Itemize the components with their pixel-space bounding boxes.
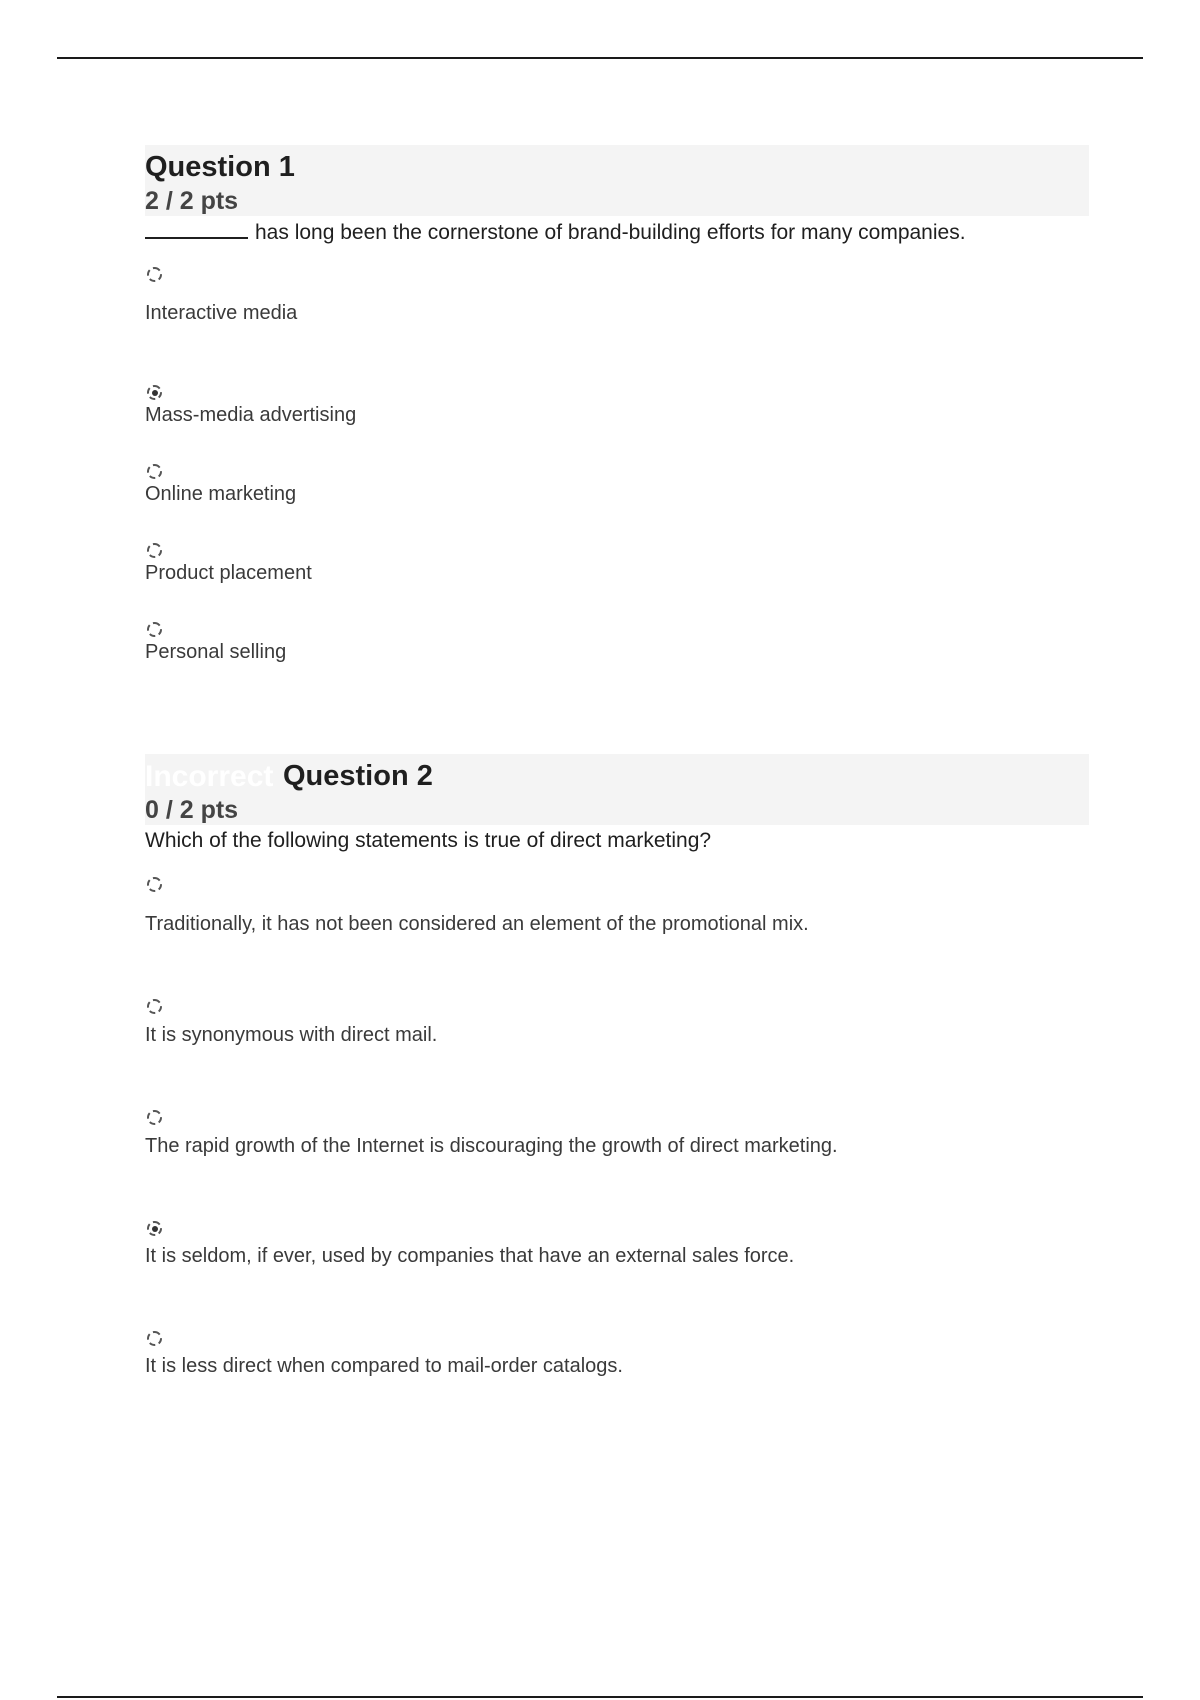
answer-label[interactable]: Traditionally, it has not been considered an element of the promotional mix. (145, 913, 809, 935)
question-prompt (145, 219, 966, 246)
answer-label[interactable]: Mass-media advertising (145, 404, 357, 426)
radio-button[interactable] (147, 1331, 162, 1346)
incorrect-status-label: Incorrect (145, 760, 274, 793)
question-prompt-text: has long been the cornerstone of brand-building efforts for many companies. (255, 221, 966, 244)
radio-button-checked[interactable] (147, 385, 162, 400)
answer-label[interactable]: It is synonymous with direct mail. (145, 1024, 438, 1046)
bottom-rule (57, 1696, 1143, 1698)
question-points: 2 / 2 pts (145, 187, 239, 215)
question-prompt: Which of the following statements is true of direct marketing? (145, 829, 712, 852)
radio-button[interactable] (147, 622, 162, 637)
question-header (145, 145, 1089, 216)
radio-button-checked[interactable] (147, 1221, 162, 1236)
radio-button[interactable] (147, 543, 162, 558)
answer-label[interactable]: It is less direct when compared to mail-order catalogs. (145, 1355, 623, 1377)
radio-button[interactable] (147, 267, 162, 282)
radio-button[interactable] (147, 464, 162, 479)
question-2 (145, 754, 1089, 1377)
answer-label[interactable]: It is seldom, if ever, used by companies that have an external sales force. (145, 1245, 795, 1267)
answer-label[interactable]: The rapid growth of the Internet is discouraging the growth of direct marketing. (145, 1135, 838, 1157)
answer-label[interactable]: Product placement (145, 562, 312, 584)
answer-label[interactable]: Online marketing (145, 483, 297, 505)
answer-label[interactable]: Personal selling (145, 641, 287, 663)
question-title: Question 2 (283, 760, 433, 792)
question-header (145, 754, 1089, 825)
radio-button[interactable] (147, 1110, 162, 1125)
answer-label[interactable]: Interactive media (145, 302, 298, 324)
question-title: Question 1 (145, 151, 295, 183)
radio-button[interactable] (147, 877, 162, 892)
radio-button[interactable] (147, 999, 162, 1014)
question-1 (145, 145, 1089, 663)
question-points: 0 / 2 pts (145, 796, 239, 824)
top-rule (57, 57, 1143, 59)
fill-in-blank (145, 219, 248, 239)
